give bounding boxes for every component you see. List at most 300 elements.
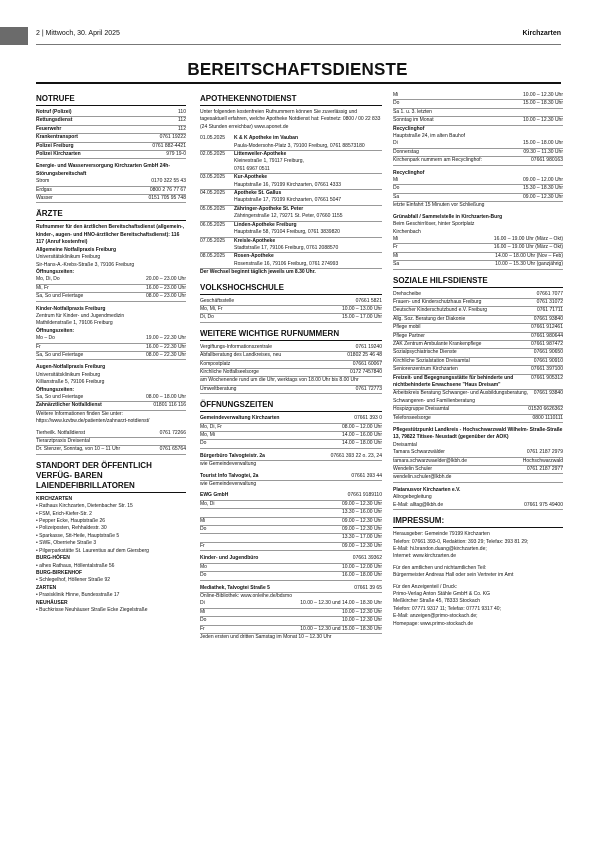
row-value: 110 bbox=[178, 109, 186, 115]
row-value: 07661 39362 bbox=[352, 555, 382, 562]
page-title: BEREITSCHAFTSDIENSTE bbox=[187, 59, 408, 80]
table-row bbox=[36, 402, 186, 410]
row-value: 13.30 – 16.00 Uhr bbox=[341, 509, 382, 516]
row-label: Tourist Info Talvogtei, 2a bbox=[200, 472, 259, 479]
pharmacy-line: Hauptstraße 17, 79199 Kirchzarten, 07661 5047 bbox=[234, 197, 342, 204]
row-label: Tierheilk. Notfalldienst bbox=[36, 429, 86, 436]
spacer bbox=[200, 323, 382, 327]
table-row bbox=[36, 293, 186, 301]
table-row bbox=[393, 333, 563, 341]
text-line: Öffnungszeiten: bbox=[36, 268, 75, 275]
table-row bbox=[200, 473, 382, 481]
row-value: 10.00 – 12.30 Uhr bbox=[522, 117, 563, 124]
row-value: 09.00 – 12.00 Uhr bbox=[522, 177, 563, 184]
row-label: E-Mail: alltag@lkbh.de bbox=[393, 501, 444, 508]
row-value: 08.00 – 23.00 Uhr bbox=[145, 293, 186, 300]
section-heading: IMPRESSUM: bbox=[393, 516, 563, 528]
row-label: Zahnärztlicher Notfalldienst bbox=[36, 402, 102, 409]
pharmacy-line: Hauptstraße 16, 79199 Kirchzarten, 07661 4333 bbox=[234, 181, 342, 188]
section-heading: STANDORT DER ÖFFENTLICH VERFÜG- BAREN LAIENDEFIBRILLATOREN bbox=[36, 461, 186, 493]
row-value: 08.00 – 22.30 Uhr bbox=[145, 351, 186, 358]
row-value: 0800 2 76 77 67 bbox=[149, 186, 186, 193]
spacer bbox=[200, 394, 382, 398]
row-value: 13.30 – 17.00 Uhr bbox=[341, 534, 382, 541]
row-label: Erdgas bbox=[36, 186, 52, 193]
table-row bbox=[393, 316, 563, 324]
row-value: Hochschwarzwald bbox=[522, 457, 563, 464]
text-line: Primo-Verlag Anton Stähle GmbH & Co. KG bbox=[393, 590, 490, 597]
table-row bbox=[36, 335, 186, 343]
row-label: Do bbox=[393, 185, 400, 192]
pharmacy-info bbox=[234, 253, 338, 268]
pharmacy-line: Rosen-Apotheke bbox=[234, 253, 274, 260]
pharmacy-info bbox=[234, 238, 338, 253]
row-label: Krankentransport bbox=[36, 134, 78, 141]
pharmacy-entry bbox=[200, 253, 382, 269]
text-line: Telefon: 07661 393-0, Redaktion: 393 29; Telefax: 393 81 29; bbox=[393, 538, 529, 545]
row-label: Do bbox=[393, 100, 400, 107]
table-row bbox=[200, 609, 382, 617]
row-value: 07661 90650 bbox=[533, 349, 563, 356]
text-line: Rufnummer für den ärztlichen Bereitschaftsdienst (allgemein-, kinder-, augen- und HNO-ärztlicher Bereitschaftsdienst): 116 117 (Anruf kostenfrei) bbox=[36, 224, 185, 246]
text-line: Allgemeine Notfallpraxis Freiburg bbox=[36, 246, 117, 253]
row-label: Fr bbox=[36, 343, 41, 350]
row-label: Abfallberatung des Landkreises, neu bbox=[200, 352, 282, 359]
row-label: Di bbox=[200, 600, 205, 607]
table-row bbox=[393, 117, 563, 125]
table-row bbox=[393, 307, 563, 315]
row-value: 15.00 – 18.00 Uhr bbox=[522, 140, 563, 147]
row-value: 16.00 – 23.00 Uhr bbox=[145, 284, 186, 291]
row-value: 0761 19240 bbox=[355, 343, 382, 350]
table-row bbox=[200, 369, 382, 377]
pharmacy-entry bbox=[200, 238, 382, 254]
table-row bbox=[200, 440, 382, 448]
row-value: 01520 6626362 bbox=[528, 406, 563, 413]
text-line: Beim Geschirrlöser, hinter Sportplatz bbox=[393, 221, 475, 228]
table-row bbox=[393, 261, 563, 269]
table-row bbox=[200, 306, 382, 314]
text-line: E-Mail: anzeigen@primo-stockach.de; bbox=[393, 613, 478, 620]
row-value: 0151 705 95 748 bbox=[148, 195, 186, 202]
row-label: Kirchenpark nummern am Recyclinghof: bbox=[393, 157, 482, 164]
row-label: Feuerwehr bbox=[36, 125, 62, 132]
row-label: Wasser bbox=[36, 195, 53, 202]
text-line: Internet: www.kirchzarten.de bbox=[393, 553, 457, 560]
row-value: 07661 7077 bbox=[536, 290, 563, 297]
row-value: 0761 65764 bbox=[159, 446, 186, 453]
row-label: Telefonseelsorge bbox=[393, 414, 431, 421]
table-row bbox=[393, 474, 563, 482]
pharmacy-entry bbox=[200, 222, 382, 238]
pharmacy-info bbox=[234, 151, 304, 173]
text-line: Mathildenstraße 1, 79106 Freiburg bbox=[36, 320, 113, 327]
row-label: Seniorenzentrum Kirchzarten bbox=[393, 366, 458, 373]
row-value: 07661 393 44 bbox=[351, 472, 382, 479]
row-value: 10.00 – 12.30 und 14.00 – 18.30 Uhr bbox=[300, 600, 382, 607]
table-row bbox=[200, 415, 382, 423]
row-label: am Wochenende rund um die Uhr, werktags von 18.00 Uhr bis 8.00 Uhr bbox=[200, 377, 359, 384]
table-row bbox=[393, 341, 563, 349]
row-label: Freizeit- und Begegnungsstätte für behinderte und nichtbehinderte Erwachsene "Haus Dreisam" bbox=[393, 374, 514, 388]
text-line: Öffnungszeiten: bbox=[36, 327, 75, 334]
row-value: 09.00 – 12.30 Uhr bbox=[341, 517, 382, 524]
text-line: Homepage: www.primo-stockach.de bbox=[393, 620, 474, 627]
section-name: Kirchzarten bbox=[522, 30, 561, 37]
row-label: Di, Do bbox=[200, 314, 214, 321]
table-row bbox=[200, 314, 382, 322]
text-line: Für den amtlichen und nichtamtlichen Teil: bbox=[393, 564, 487, 571]
row-value: 0761 72266 bbox=[159, 429, 186, 436]
text-line: Dreisamtal bbox=[393, 441, 417, 448]
table-row bbox=[36, 352, 186, 360]
row-label: Do bbox=[200, 617, 207, 624]
row-label: Do bbox=[200, 572, 207, 579]
row-value: 08.00 – 12.00 Uhr bbox=[341, 423, 382, 430]
table-row bbox=[393, 244, 563, 252]
row-value: 16.00 – 19.00 Uhr (März – Okt) bbox=[493, 235, 563, 242]
row-label: ZAK Zentrum Ambulante Krankenpflege bbox=[393, 340, 482, 347]
page-header bbox=[0, 27, 595, 45]
row-value: 14.00 – 18.00 Uhr (Nov – Feb) bbox=[495, 252, 563, 259]
text-line: https://www.kzvbw.de/patienten/zahnarzt-notdienst/ bbox=[36, 418, 150, 425]
row-label: Sa bbox=[393, 193, 400, 200]
table-row bbox=[393, 449, 563, 457]
row-label: Drehscheibe bbox=[393, 290, 422, 297]
pharmacy-line: 0761 6967 0511 bbox=[234, 165, 270, 172]
row-value: 09.30 – 11.30 Uhr bbox=[523, 148, 563, 155]
table-row bbox=[393, 458, 563, 466]
row-value: 07661 980644 bbox=[531, 332, 563, 339]
table-row bbox=[200, 344, 382, 352]
row-value: 09.00 – 12.30 Uhr bbox=[341, 500, 382, 507]
title-rule bbox=[36, 82, 561, 84]
pharmacy-entry bbox=[200, 174, 382, 190]
text-line: Hauptstraße 24, im alten Bauhof bbox=[393, 133, 465, 140]
row-value: 0172 7457840 bbox=[350, 368, 382, 375]
text-line: Unter folgenden kostenfreien Rufnummern können Sie zuverlässig und tagesaktuell erfahren, welche Apotheke Notdienst hat: Festnetz: 0800 / 00 22 833 (24 Stunden erreichbar) www.aponet.de bbox=[200, 109, 381, 130]
list-item: • FSM, Erich-Kiefer-Str. 2 bbox=[36, 511, 186, 518]
row-label: Mo, Mi bbox=[200, 432, 215, 438]
pharmacy-date: 04.05.2025 bbox=[200, 190, 226, 197]
column-middle bbox=[200, 92, 382, 641]
page-number-date: 2 | Mittwoch, 30. April 2025 bbox=[36, 30, 120, 37]
row-label: Kirchliche Sozialstation Dreisamtal bbox=[393, 357, 470, 364]
table-row bbox=[36, 117, 186, 125]
row-label: Vergiftungs-Informationszentrale bbox=[200, 343, 272, 350]
text-line: Universitätsklinikum Freiburg bbox=[36, 254, 101, 261]
pharmacy-info bbox=[234, 206, 343, 221]
row-label: Allg. Soz. Beratung der Diakonie bbox=[393, 315, 466, 322]
spacer bbox=[393, 510, 563, 514]
row-value: 10.00 – 13.00 Uhr bbox=[341, 305, 382, 312]
table-row bbox=[393, 177, 563, 185]
text-line: Augen-Notfallpraxis Freiburg bbox=[36, 364, 106, 371]
pharmacy-info bbox=[234, 135, 365, 150]
row-label: Gemeindeverwaltung Kirchzarten bbox=[200, 415, 280, 422]
pharmacy-info bbox=[234, 222, 340, 237]
table-row bbox=[200, 626, 382, 634]
column-left bbox=[36, 92, 186, 614]
table-row bbox=[36, 134, 186, 142]
row-value: 07661 60067 bbox=[352, 360, 382, 367]
row-value: 0761 2187 2977 bbox=[526, 466, 563, 473]
table-row bbox=[36, 430, 186, 438]
row-label: Fr bbox=[200, 625, 205, 632]
text-line: Kirchenbach bbox=[393, 228, 421, 235]
column-right bbox=[393, 92, 563, 628]
text-line: E-Mail: hi.brandon.duang@kirchzarten.de; bbox=[393, 545, 487, 552]
table-row bbox=[393, 375, 563, 391]
text-line: Für den Anzeigenteil / Druck: bbox=[393, 583, 458, 590]
pharmacy-entry bbox=[200, 135, 382, 151]
list-item: • Praxisklinik Hinne, Bundesstraße 17 bbox=[36, 592, 186, 599]
table-row bbox=[200, 572, 382, 580]
page-tab-marker bbox=[0, 27, 28, 45]
text-line: NEUHÄUSER bbox=[36, 599, 68, 606]
table-row bbox=[393, 109, 563, 117]
section-heading: NOTRUFE bbox=[36, 94, 186, 106]
row-label: Mo, Mi, Fr bbox=[200, 305, 223, 312]
spacer bbox=[200, 277, 382, 281]
table-row bbox=[36, 143, 186, 151]
row-value: 07661 912461 bbox=[531, 324, 563, 331]
row-label: Fr bbox=[393, 244, 398, 251]
text-line: BURG-BIRKENHOF bbox=[36, 569, 83, 576]
row-value: 09.00 – 12.30 Uhr bbox=[522, 193, 563, 200]
pharmacy-line: Kleinestraße 1, 79117 Freiburg, bbox=[234, 158, 304, 165]
table-row bbox=[36, 285, 186, 293]
row-value: 15.00 – 18.30 Uhr bbox=[522, 100, 563, 107]
row-value: 14.00 – 16.00 Uhr bbox=[341, 432, 382, 438]
table-row bbox=[200, 453, 382, 461]
row-value: 07661 9189110 bbox=[347, 492, 382, 499]
table-row bbox=[393, 390, 563, 406]
spacer bbox=[36, 203, 186, 207]
text-line: Sir-Hans-A.-Krebs-Straße 3, 79106 Freiburg bbox=[36, 261, 135, 268]
section-heading: WEITERE WICHTIGE RUFNUMMERN bbox=[200, 329, 382, 341]
pharmacy-entry bbox=[200, 151, 382, 174]
row-value: 112 bbox=[178, 117, 186, 124]
row-label: Bürgerbüro Talvogteistr. 2a bbox=[200, 452, 265, 459]
pharmacy-line: Linden-Apotheke Freiburg bbox=[234, 221, 297, 228]
table-row bbox=[200, 432, 382, 440]
list-item: • Rathaus Kirchzarten, Dietenbacher Str. 15 bbox=[36, 503, 186, 510]
text-line: Recyclinghof bbox=[393, 169, 425, 176]
pharmacy-line: Stadtstraße 17, 79106 Freiburg, 0761 2088570 bbox=[234, 244, 339, 251]
row-value: 0761 71711 bbox=[536, 307, 563, 314]
table-row bbox=[393, 406, 563, 414]
row-label: Mi bbox=[200, 517, 206, 524]
table-row bbox=[36, 109, 186, 117]
row-value: 14.00 – 18.00 Uhr bbox=[341, 440, 382, 447]
pharmacy-date: 06.05.2025 bbox=[200, 221, 226, 228]
row-value: 0800 1110111 bbox=[532, 414, 563, 421]
table-row bbox=[36, 126, 186, 134]
pharmacy-line: Zähringer-Apotheke St. Peter bbox=[234, 205, 304, 212]
table-row bbox=[393, 92, 563, 100]
row-value: 07661 39 65 bbox=[354, 584, 382, 591]
section-heading: VOLKSHOCHSCHULE bbox=[200, 283, 382, 295]
list-item: • Polizeiposten, Rehhaldestr. 30 bbox=[36, 525, 186, 532]
table-row bbox=[36, 394, 186, 402]
text-line: Bürgermeister Andreas Hall oder sein Vertreter im Amt bbox=[393, 572, 514, 579]
row-label: Sonntag im Monat bbox=[393, 117, 434, 124]
text-line: Recyclinghof bbox=[393, 125, 425, 132]
table-row bbox=[393, 324, 563, 332]
pharmacy-info bbox=[234, 174, 341, 189]
row-label: Mo, Di, Fr bbox=[200, 423, 222, 430]
table-row bbox=[36, 276, 186, 284]
row-value: 16.00 – 18.00 Uhr bbox=[341, 572, 382, 579]
row-value: 10.00 – 12.00 Uhr bbox=[341, 563, 382, 570]
table-row bbox=[36, 446, 186, 454]
table-row bbox=[200, 386, 382, 394]
row-label: Mo, Di bbox=[200, 500, 215, 507]
row-value: 0761 19222 bbox=[159, 134, 186, 141]
row-label: Mi bbox=[393, 252, 399, 259]
row-label: Fr bbox=[200, 542, 205, 549]
row-value: 0761 31072 bbox=[536, 298, 563, 305]
row-label: Mo – Do bbox=[36, 335, 55, 342]
table-row bbox=[36, 151, 186, 159]
row-value: 07661 397100 bbox=[531, 366, 563, 373]
pharmacy-line: Apotheke St. Gallus bbox=[234, 190, 282, 197]
table-row bbox=[393, 366, 563, 374]
text-line: Energie- und Wasserversorgung Kirchzarten GmbH 24h-Störungsbereitschaft bbox=[36, 163, 171, 177]
row-value: 10.00 – 15.30 Uhr (ganzjährig) bbox=[495, 261, 563, 268]
row-value: 16.00 – 19.00 Uhr (März – Okt) bbox=[493, 244, 563, 251]
text-line: Grünabfall / Sammelstelle in Kirchzarten-Burg bbox=[393, 213, 503, 220]
list-item: • SWE, Oberriehe Straße 3 bbox=[36, 540, 186, 547]
row-value: 0761 2187 2979 bbox=[526, 449, 563, 456]
row-label: Mediathek, Talvogtei Straße 5 bbox=[200, 584, 270, 591]
row-value: 112 bbox=[178, 125, 186, 132]
table-row bbox=[393, 149, 563, 157]
row-label: Wendelin Schuler bbox=[393, 466, 433, 473]
table-row bbox=[200, 585, 382, 593]
text-line: Meßkircher Straße 45, 78333 Stockach bbox=[393, 598, 480, 605]
table-row bbox=[200, 543, 382, 551]
pharmacy-entry bbox=[200, 206, 382, 222]
table-row bbox=[36, 187, 186, 195]
row-label: Polizei Kirchzarten bbox=[36, 151, 81, 158]
row-value: 0761 72773 bbox=[355, 385, 382, 392]
row-value: 0761 882-4421 bbox=[152, 142, 186, 149]
pharmacy-date: 01.05.2025 bbox=[200, 135, 226, 142]
row-label: Sa, So und Feiertage bbox=[36, 293, 84, 300]
row-label: Kompostplatz bbox=[200, 360, 231, 367]
row-value: 15.30 – 18.30 Uhr bbox=[522, 185, 563, 192]
row-label: Notruf (Polizei) bbox=[36, 109, 72, 115]
pharmacy-date: 03.05.2025 bbox=[200, 174, 226, 181]
text-line: Jeden ersten und dritten Samstag im Monat 10 – 12.30 Uhr bbox=[200, 633, 332, 640]
spacer bbox=[393, 270, 563, 274]
row-value: 15.00 – 17.00 Uhr bbox=[341, 314, 382, 321]
text-line: ZARTEN bbox=[36, 584, 57, 591]
text-line: BURG-HÖFEN bbox=[36, 555, 70, 562]
row-value: 08.00 – 18.00 Uhr bbox=[145, 394, 186, 400]
pharmacy-info bbox=[234, 190, 341, 205]
text-line: Der Wechsel beginnt täglich jeweils um 8.30 Uhr. bbox=[200, 269, 316, 276]
text-line: Weitere Informationen finden Sie unter: bbox=[36, 410, 123, 417]
table-row bbox=[36, 344, 186, 352]
table-row bbox=[200, 377, 382, 385]
row-label: Mi bbox=[393, 235, 399, 242]
row-label: Mi bbox=[200, 608, 206, 615]
table-row bbox=[200, 352, 382, 360]
row-value: 07661 393 0 bbox=[354, 415, 382, 422]
table-row bbox=[393, 502, 563, 510]
row-value: 10.00 – 12.30 Uhr bbox=[341, 617, 382, 624]
row-value: 07661 93840 bbox=[533, 315, 563, 322]
table-row bbox=[200, 526, 382, 534]
table-row bbox=[200, 564, 382, 572]
row-value: 10.00 – 12.30 und 15.00 – 18.30 Uhr bbox=[300, 625, 382, 632]
text-line: Pflegestützpunkt Landkreis - Hochschwarzwald Wilhelm- Straße-Straße 13, 79822 Titisee- Neustadt (gegenüber der AOK) bbox=[393, 427, 563, 441]
table-row bbox=[36, 178, 186, 186]
row-label: Sa, So und Feiertage bbox=[36, 394, 84, 400]
text-line: Zentrum für Kinder- und Jugendmedizin bbox=[36, 312, 125, 319]
pharmacy-line: Rosenstraße 16, 79106 Freiburg, 0761 274993 bbox=[234, 260, 339, 267]
table-row bbox=[36, 438, 186, 446]
pharmacy-date: 08.05.2025 bbox=[200, 253, 226, 260]
text-line: Platanusvor Kirchzarten e.V. bbox=[393, 486, 461, 493]
table-row bbox=[393, 253, 563, 261]
row-value: 10.00 – 12.30 Uhr bbox=[341, 608, 382, 615]
row-value: 07661 975 49400 bbox=[524, 501, 563, 508]
text-line: Allrogebegleitung bbox=[393, 494, 432, 501]
pharmacy-line: Hauptstraße 58, 79104 Freiburg, 0761 3839820 bbox=[234, 229, 340, 236]
pharmacy-date: 05.05.2025 bbox=[200, 205, 226, 212]
row-value: 07661 393 22 o. 23, 24 bbox=[330, 452, 382, 459]
table-row bbox=[200, 617, 382, 625]
spacer bbox=[36, 455, 186, 459]
row-label: tamara.schwarzwaelder@lkbh.de bbox=[393, 457, 467, 464]
text-line: wie Gemeindeverwaltung bbox=[200, 461, 257, 468]
text-line: Telefon: 07771 9317 11; Telefax: 07771 9317 40; bbox=[393, 605, 501, 612]
text-line: Killianstraße 5, 79106 Freiburg bbox=[36, 379, 105, 386]
list-item: • Pilgerparkstätte St. Laurentius auf dem Giersberg bbox=[36, 548, 186, 555]
list-item: • Schlegelhof, Höllener Straße 92 bbox=[36, 577, 186, 584]
row-value: 19.00 – 22.30 Uhr bbox=[145, 335, 186, 342]
table-row bbox=[393, 466, 563, 474]
table-row bbox=[200, 424, 382, 432]
row-label: Frauen- und Kinderschutzhaus Freiburg bbox=[393, 298, 482, 305]
text-line: Online-Bibliothek: www.onleihe.de/bdsmo bbox=[200, 592, 292, 599]
row-value: 01802 25 46 48 bbox=[347, 352, 382, 359]
text-line: KIRCHZARTEN bbox=[36, 495, 73, 502]
row-value: 20.00 – 23.00 Uhr bbox=[145, 276, 186, 283]
pharmacy-line: Kreisle-Apotheke bbox=[234, 237, 276, 244]
table-row bbox=[36, 195, 186, 203]
text-line: Universitätsklinikum Freiburg bbox=[36, 371, 101, 378]
row-value: 10.00 – 12.30 Uhr bbox=[522, 92, 563, 98]
text-line: Kinder-Notfallpraxis Freiburg bbox=[36, 305, 106, 312]
table-row bbox=[200, 492, 382, 500]
row-label: Strom bbox=[36, 178, 50, 185]
row-value: 07661 905312 bbox=[531, 374, 563, 381]
row-label: Kinder- und Jugendbüro bbox=[200, 555, 259, 562]
pharmacy-line: K & K Apotheke im Vauban bbox=[234, 135, 298, 142]
table-row bbox=[393, 194, 563, 202]
pharmacy-entry bbox=[200, 190, 382, 206]
row-label: Donnerstag bbox=[393, 148, 419, 155]
table-row bbox=[393, 157, 563, 165]
row-value: 16.00 – 22.30 Uhr bbox=[145, 343, 186, 350]
table-row bbox=[393, 100, 563, 108]
row-label: Arbeitskreis Beratung Schwanger- und Ausbildungsberatung, Schwangeren- und Familienberatung bbox=[393, 390, 529, 404]
